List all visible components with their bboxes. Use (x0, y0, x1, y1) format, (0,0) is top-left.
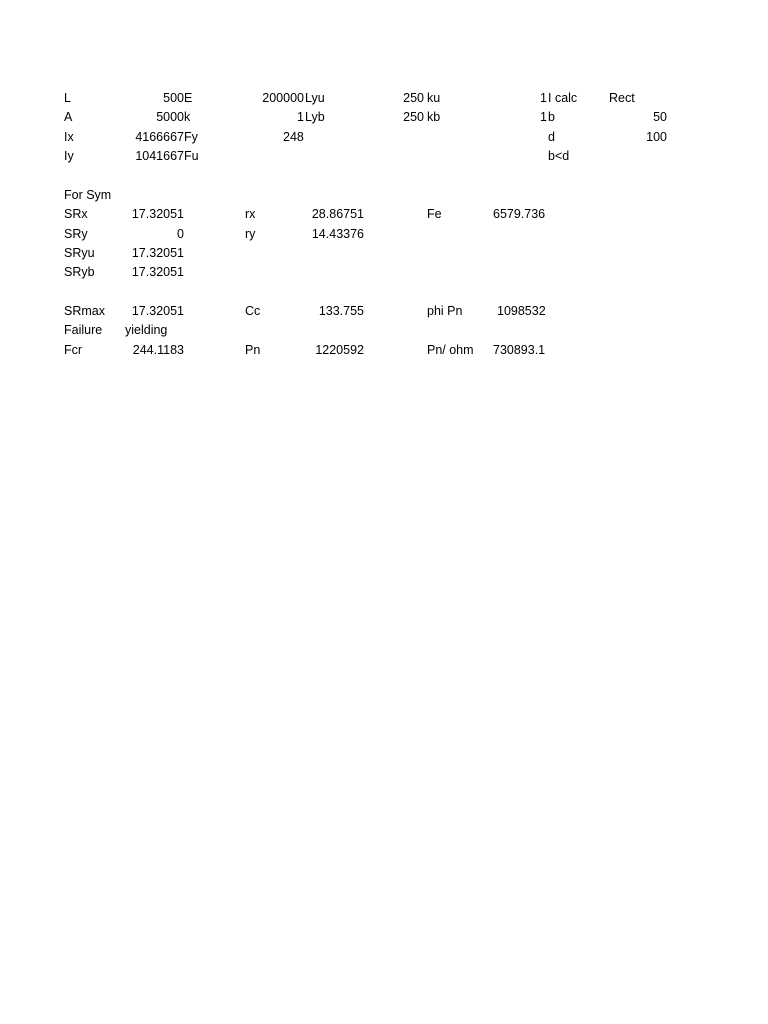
cell-label-SRmax[interactable]: SRmax (64, 304, 105, 318)
cell-label-Ix[interactable]: Ix (64, 130, 74, 144)
cell-label-SRy[interactable]: SRy (64, 227, 88, 241)
cell-label-Fcr[interactable]: Fcr (64, 343, 83, 357)
cell-value-b[interactable]: 50 (653, 110, 667, 124)
cell-value-SRyb[interactable]: 17.32051 (131, 265, 184, 279)
cell-label-b[interactable]: b (548, 110, 555, 124)
cell-value-Lyu[interactable]: 250 (403, 91, 424, 105)
cell-label-Lyu[interactable]: Lyu (305, 91, 325, 105)
cell-label-rx[interactable]: rx (245, 207, 256, 221)
cell-label-Cc[interactable]: Cc (245, 304, 261, 318)
cell-value-pn-ohm[interactable]: 730893.1 (493, 343, 546, 357)
cell-label-L[interactable]: L (64, 91, 71, 105)
cell-label-Fe[interactable]: Fe (427, 207, 442, 221)
cell-label-k[interactable]: k (184, 110, 191, 124)
cell-label-icalc[interactable]: I calc (548, 91, 578, 105)
cell-label-SRyb[interactable]: SRyb (64, 265, 95, 279)
cell-value-Fe[interactable]: 6579.736 (493, 207, 546, 221)
cell-value-SRx[interactable]: 17.32051 (131, 207, 184, 221)
cell-value-rect[interactable]: Rect (609, 91, 635, 105)
cell-value-Lyb[interactable]: 250 (403, 110, 424, 124)
cell-label-failure[interactable]: Failure (64, 323, 103, 337)
cell-label-Fy[interactable]: Fy (184, 130, 198, 144)
cell-value-kb[interactable]: 1 (540, 110, 547, 124)
cell-value-L[interactable]: 500 (163, 91, 184, 105)
cell-value-ku[interactable]: 1 (540, 91, 547, 105)
cell-label-phi-pn[interactable]: phi Pn (427, 304, 463, 318)
cell-value-k[interactable]: 1 (297, 110, 304, 124)
cell-label-Pn[interactable]: Pn (245, 343, 261, 357)
cell-value-Cc[interactable]: 133.755 (318, 304, 364, 318)
cell-label-SRyu[interactable]: SRyu (64, 246, 95, 260)
cell-check-b-lt-d[interactable]: b<d (548, 149, 570, 163)
cell-value-d[interactable]: 100 (646, 130, 667, 144)
cell-value-Fy[interactable]: 248 (283, 130, 304, 144)
cell-value-SRyu[interactable]: 17.32051 (131, 246, 184, 260)
cell-label-ry[interactable]: ry (245, 227, 256, 241)
cell-value-Fcr[interactable]: 244.1183 (132, 343, 184, 357)
cell-value-Iy[interactable]: 1041667 (135, 149, 184, 163)
cell-label-SRx[interactable]: SRx (64, 207, 88, 221)
cell-value-ry[interactable]: 14.43376 (311, 227, 364, 241)
cell-label-d[interactable]: d (548, 130, 555, 144)
cell-section-for-sym[interactable]: For Sym (64, 188, 112, 202)
cell-value-Pn[interactable]: 1220592 (315, 343, 364, 357)
cell-value-Ix[interactable]: 4166667 (135, 130, 184, 144)
cell-value-E[interactable]: 200000 (262, 91, 304, 105)
cell-label-ku[interactable]: ku (427, 91, 441, 105)
cell-label-kb[interactable]: kb (427, 110, 441, 124)
cell-label-E[interactable]: E (184, 91, 193, 105)
cell-value-SRmax[interactable]: 17.32051 (131, 304, 184, 318)
cell-value-rx[interactable]: 28.86751 (311, 207, 364, 221)
cell-value-SRy[interactable]: 0 (177, 227, 184, 241)
cell-value-failure[interactable]: yielding (125, 323, 168, 337)
cell-label-Iy[interactable]: Iy (64, 149, 74, 163)
cell-value-A[interactable]: 5000 (156, 110, 184, 124)
cell-label-A[interactable]: A (64, 110, 73, 124)
cell-label-pn-ohm[interactable]: Pn/ ohm (427, 343, 474, 357)
cell-value-phi-pn[interactable]: 1098532 (497, 304, 546, 318)
cell-label-Fu[interactable]: Fu (184, 149, 199, 163)
cell-label-Lyb[interactable]: Lyb (305, 110, 325, 124)
